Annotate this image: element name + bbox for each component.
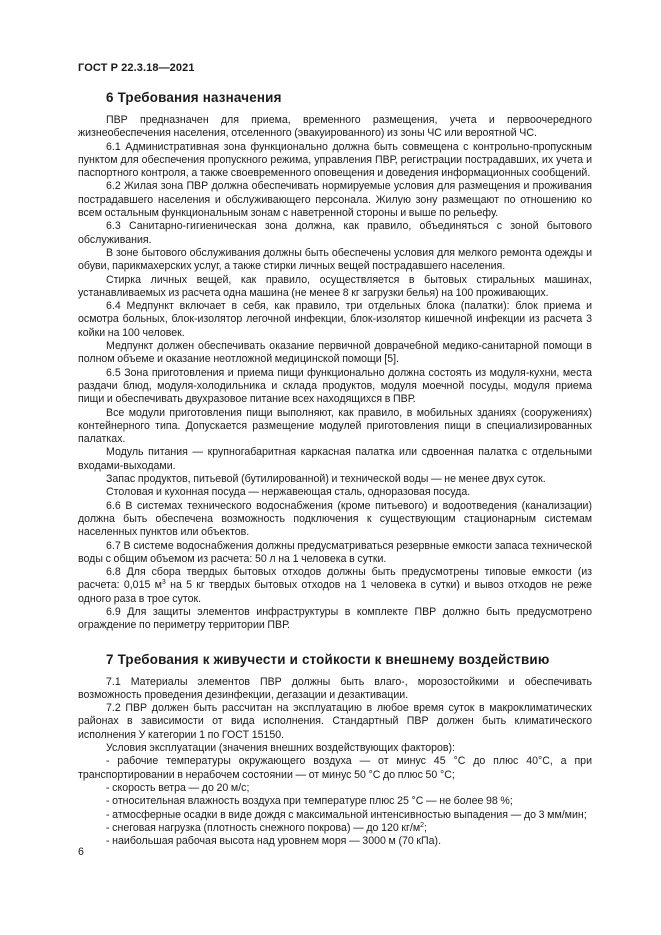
paragraph: 6.3 Санитарно-гигиеническая зона должна, как правило, объединяться с зоной бытового обслуживания. xyxy=(78,220,592,246)
paragraph: 6.7 В системе водоснабжения должны предусматриваться резервные емкости запаса технической воды с общим объемом из расчета: 50 л на 1 человека в сутки. xyxy=(78,539,592,565)
list-item: - относительная влажность воздуха при температуре плюс 25 °С — не более 98 %; xyxy=(106,795,513,808)
section-6-heading: 6 Требования назначения xyxy=(106,90,282,105)
page-number: 6 xyxy=(78,846,84,858)
paragraph: Условия эксплуатации (значения внешних воздействующих факторов): xyxy=(106,742,455,755)
paragraph: 7.2 ПВР должен быть рассчитан на эксплуатацию в любое время суток в макроклиматических районах в зависимости от вида исполнения. Стандартный ПВР должен быть климатического исполнения У категории 1 по ГОСТ 15150. xyxy=(78,702,592,741)
paragraph: Модуль питания — крупногабаритная каркасная палатка или сдвоенная палатка с отдельными входами-выходами. xyxy=(78,446,592,472)
list-item: - атмосферные осадки в виде дождя с максимальной интенсивностью выпадения — до 3 мм/мин; xyxy=(106,808,587,821)
paragraph: 6.6 В системах технического водоснабжения (кроме питьевого) и водоотведения (канализации) должна быть обеспечена возможность подключения к существующим стационарным системам населенных пунктов или объектов. xyxy=(78,499,592,539)
paragraph: Все модули приготовления пищи выполняют, как правило, в мобильных зданиях (сооружениях) контейнерного типа. Допускается размещение модулей приготовления пищи в специализированных палатках. xyxy=(78,406,592,446)
list-item xyxy=(78,822,592,835)
text-run: ; xyxy=(424,821,427,834)
paragraph: Медпункт должен обеспечивать оказание первичной доврачебной медико-санитарной помощи в полном объеме и оказание неотложной медицинской помощи [5]. xyxy=(78,340,592,366)
paragraph: 6.9 Для защиты элементов инфраструктуры в комплекте ПВР должно быть предусмотрено ограждение по периметру территории ПВР. xyxy=(78,605,592,632)
paragraph: В зоне бытового обслуживания должны быть обеспечены условия для мелкого ремонта одежды и обуви, парикмахерских услуг, а также стирки личных вещей пострадавшего населения. xyxy=(78,246,592,273)
paragraph: 6.2 Жилая зона ПВР должна обеспечивать нормируемые условия для размещения и проживания пострадавшего населения и обслуживающего персонала. Жилую зону размещают по отношению ко всем остальным функциональным зонам с наветренной стороны и выше по рельефу. xyxy=(78,180,592,220)
paragraph: 7.1 Материалы элементов ПВР должны быть влаго-, морозостойкими и обеспечивать возможность проведения дезинфекции, дегазации и дезактивации. xyxy=(78,675,592,701)
section-7-heading: 7 Требования к живучести и стойкости к внешнему воздействию xyxy=(106,651,550,667)
page-body xyxy=(78,90,592,848)
paragraph: Столовая и кухонная посуда — нержавеющая сталь, одноразовая посуда. xyxy=(106,486,471,499)
list-item: - наибольшая рабочая высота над уровнем моря — 3000 м (70 кПа). xyxy=(106,835,442,848)
paragraph: ПВР предназначен для приема, временного размещения, учета и первоочередного жизнеобеспечения населения, отселенного (эвакуированного) из зоны ЧС или вероятной ЧС. xyxy=(78,114,592,140)
paragraph: Запас продуктов, питьевой (бутилированной) и технической воды — не менее двух суток. xyxy=(106,473,546,486)
document-code: ГОСТ Р 22.3.18—2021 xyxy=(78,62,195,74)
list-item: - скорость ветра — до 20 м/с; xyxy=(106,781,250,794)
paragraph: 6.5 Зона приготовления и приема пищи функционально должна состоять из модуля-кухни, места раздачи блюд, модуля-холодильника и склада продуктов, модуля моечной посуды, модуля приема пищи и обеспечивать двухразовое питание всех находящихся в ПВР. xyxy=(78,366,592,406)
paragraph: 6.4 Медпункт включает в себя, как правило, три отдельных блока (палатки): блок приема и осмотра больных, блок-изолятор легочной инфекции, блок-изолятор кишечной инфекции из расчета 3 койки на 100 человек. xyxy=(78,300,592,339)
paragraph xyxy=(78,566,592,606)
text-run: на 5 кг твердых бытовых отходов на 1 человека в сутки) и вывоз отходов не реже одного раза в трое суток. xyxy=(78,579,593,605)
paragraph: Стирка личных вещей, как правило, осуществляется в бытовых стиральных машинах, устанавливаемых из расчета одна машина (не менее 8 кг загрузки белья) на 100 проживающих. xyxy=(78,273,592,299)
list-item: - рабочие температуры окружающего воздуха — от минус 45 °С до плюс 40°С, а при транспортировании в нерабочем состоянии — от минус 50 °С до плюс 50 °С; xyxy=(78,755,592,781)
superscript: 2 xyxy=(420,821,425,829)
text-run: 6.8 Для сбора твердых бытовых отходов должны быть предусмотрены типовые емкости (из расчета: 0,015 м xyxy=(78,566,592,592)
superscript: 3 xyxy=(161,579,166,587)
paragraph: 6.1 Административная зона функционально должна быть совмещена с контрольно-пропускным пунктом для обеспечения пропускного режима, управления ПВР, регистрации пострадавших, их учета и паспортного контроля, а также своевременного оповещения и доведения информационных сообщений. xyxy=(78,140,592,180)
text-run: - снеговая нагрузка (плотность снежного покрова) — до 120 кг/м xyxy=(106,821,421,834)
